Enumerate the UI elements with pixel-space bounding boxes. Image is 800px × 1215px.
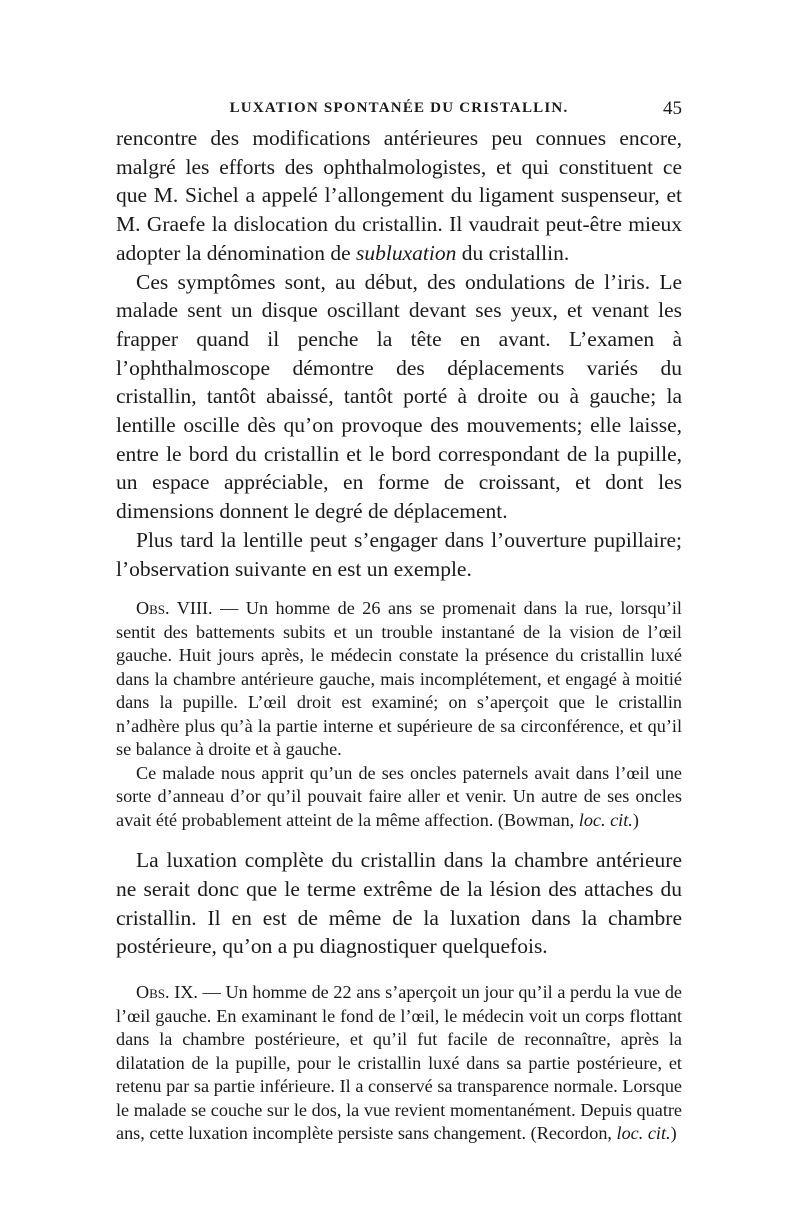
- paragraph-continuation: [116, 124, 682, 268]
- page-number: 45: [663, 98, 682, 119]
- observation-8-continued: [116, 762, 682, 833]
- paragraph-later: Plus tard la lentille peut s’engager dans l’ouverture pupillaire; l’observation suivante en est un exemple.: [116, 527, 682, 581]
- paragraph-symptoms: Ces symptômes sont, au début, des ondulations de l’iris. Le malade sent un disque oscillant devant ses yeux, et venant les frapper quand il penche la tête en avant. L’examen à l’ophthalmoscope démontre des déplacements variés du cristallin, tantôt abaissé, tantôt porté à droite ou à gauche; la lentille oscille dès qu’on provoque des mouvements; elle laisse, entre le bord du cristallin et le bord correspondant de la pupille, un espace appréciable, en forme de croissant, et dont les dimensions donnent le degré de déplacement.: [116, 269, 682, 524]
- observation-text: — Un homme de 26 ans se promenait dans la rue, lorsqu’il sentit des battements subits et un trouble instantané de la vision de l’œil gauche. Huit jours après, le médecin constate la présence du cristallin luxé dans la chambre antérieure gauche, mais incomplétement, et engagé à moitié dans la pupille. L’œil droit est examiné; on s’aperçoit que le cristallin n’adhère plus qu’à la partie interne et supérieure de sa circonférence, et qu’il se balance à droite et à gauche.: [116, 598, 682, 760]
- citation: loc. cit.: [578, 809, 633, 830]
- running-head: LUXATION SPONTANÉE DU CRISTALLIN.: [229, 100, 569, 116]
- page-header: [116, 98, 682, 124]
- observation-text: Ce malade nous apprit qu’un de ses oncles paternels avait dans l’œil une sorte d’anneau d’or qu’il pouvait faire aller et venir. Un autre de ses oncles avait été probablement atteint de la même affection. (Bowman,: [116, 762, 682, 830]
- paragraph-complete-luxation: La luxation complète du cristallin dans la chambre antérieure ne serait donc que le terme extrême de la lésion des attaches du cristallin. Il en est de même de la luxation dans la chambre postérieure, qu’on a pu diagnostiquer quelquefois.: [116, 848, 682, 959]
- observation-8: [116, 597, 682, 762]
- paragraph-tail: du cristallin.: [456, 240, 570, 265]
- citation: loc. cit.: [616, 1123, 671, 1144]
- observation-9: [116, 981, 682, 1146]
- observation-label: Obs. VIII.: [136, 598, 213, 619]
- page-body: [116, 124, 682, 1146]
- citation-close: ): [670, 1123, 677, 1144]
- citation-close: ): [632, 809, 639, 830]
- paragraph-text: rencontre des modifications antérieures peu connues encore, malgré les efforts des ophthalmologistes, et qui constituent ce que M. Sichel a appelé l’allongement du ligament suspenseur, et M. Graefe la dislocation du cristallin. Il vaudrait peut-être mieux adopter la dénomination de: [116, 126, 682, 265]
- italic-term: subluxation: [356, 240, 457, 265]
- observation-label: Obs. IX.: [136, 982, 198, 1003]
- observation-text: — Un homme de 22 ans s’aperçoit un jour qu’il a perdu la vue de l’œil gauche. En examinant le fond de l’œil, le médecin voit un corps flottant dans la chambre postérieure, et qu’il fut facile de reconnaître, après la dilatation de la pupille, pour le cristallin luxé dans sa partie postérieure, et retenu par sa partie inférieure. Il a conservé sa transparence normale. Lorsque le malade se couche sur le dos, la vue revient momentanément. Depuis quatre ans, cette luxation incomplète persiste sans changement. (Recordon,: [116, 982, 682, 1144]
